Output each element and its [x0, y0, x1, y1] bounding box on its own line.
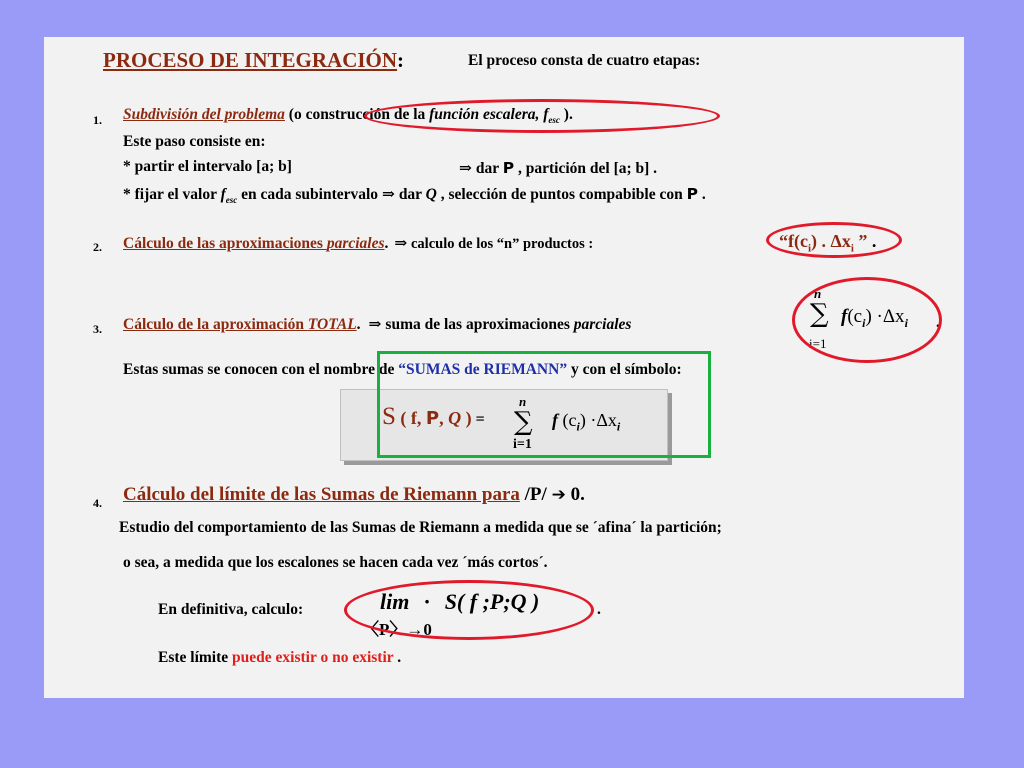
step1-line3-right: ⇒ dar P , partición del [a; b] . [459, 159, 658, 177]
definition-label: En definitiva, calculo: [158, 601, 304, 618]
step1-link[interactable]: Subdivisión del problema [123, 106, 285, 123]
implies-arrow-icon: ⇒ [368, 316, 382, 333]
step3-sum-top: n [814, 286, 822, 301]
step4-line: Cálculo del límite de las Sumas de Riemann para /P/ ➔ 0. [123, 484, 585, 505]
step2-line: Cálculo de las aproximaciones parciales. ⇒ calculo de los “n” productos : [123, 235, 594, 252]
step4-number: 4. [93, 496, 102, 510]
step2-number: 2. [93, 240, 102, 254]
limit-expression: lim · S( f ;P;Q ) [380, 589, 540, 614]
title-colon: : [397, 48, 405, 72]
final-line: Este límite puede existir o no existir . [158, 649, 402, 666]
step2-link[interactable]: Cálculo de las aproximaciones [123, 235, 327, 252]
implies-arrow-icon: ⇒ [394, 235, 408, 252]
step3-number: 3. [93, 322, 102, 336]
limit-subscript: 〈P〉→0 [362, 620, 432, 639]
step3-link[interactable]: Cálculo de la aproximación [123, 316, 308, 333]
step4-link[interactable]: Cálculo del límite de las Sumas de Riemann para [123, 484, 520, 505]
title-heading: PROCESO DE INTEGRACIÓN [103, 48, 398, 72]
implies-arrow-icon: ⇒ [381, 186, 395, 203]
step2-formula: “$f(c_i)$ . $\Delta x_i$ ” . [779, 231, 877, 255]
step4-line2: Estudio del comportamiento de las Sumas de Riemann a medida que se ´afina´ la partición; [119, 519, 722, 536]
sigma-icon: ∑ [514, 407, 533, 437]
step1-line1: Subdivisión del problema (o construcción de la función escalera, $f_{esc}$ ). [123, 106, 573, 126]
formula-sum-top: n [519, 394, 527, 409]
riemann-formula-lhs: S ( f, P, Q ) = [382, 403, 485, 430]
step3-sum-bottom: i=1 [809, 336, 827, 351]
step3-sum-body: $f(c_i) \cdot\Delta x_i$ [841, 306, 908, 330]
page-title [103, 48, 404, 73]
step3-line: Cálculo de la aproximación TOTAL. ⇒ suma de las aproximaciones parciales [123, 316, 632, 333]
sigma-icon: ∑ [810, 299, 829, 329]
implies-arrow-icon: ⇒ [459, 160, 472, 177]
step1-number: 1. [93, 113, 102, 127]
title-subtitle: El proceso consta de cuatro etapas: [468, 52, 701, 69]
arrow-right-icon: ➔ [551, 485, 566, 505]
formula-sum-bottom: i=1 [513, 437, 532, 452]
step1-line4: * fijar el valor $f_{esc}$ en cada subintervalo ⇒ dar Q , selección de puntos compabible con P . [123, 185, 706, 206]
formula-body: f $(c_i) \cdot\Delta x_i$ [552, 410, 621, 434]
slide: PROCESO DE INTEGRACIÓN: El proceso consta de cuatro etapas: 1. Subdivisión del problema (o construcción de la función escalera, $f_{esc}$ ). Este paso consiste en: * partir el intervalo [a; b] ⇒ dar P , partición del [a; b] . * fijar el valor $f_{esc}$ en cada subintervalo ⇒ dar Q , selección de puntos compabible con P . 2. Cálculo de las aproximaciones parciales. ⇒ calculo de los “n” productos : “$f(c_i)$ . $\Delta x_i$ ” . 3. Cálculo de la aproximación TOTAL. ⇒ suma de las aproximaciones parciales n ∑ i=1 $f(c_i) \cdot\Delta x_i$ . Estas sumas se conocen con el nombre de “SUMAS de RIEMANN” y con el símbolo: S ( f, P, Q ) = n ∑ i=1 f $(c_i) \cdot\Delta x_i$ 4. Cálculo del límite de las Sumas de Riemann para /P/ ➔ 0. Estudio del comportamiento de las Sumas de Riemann a medida que se ´afina´ la partición; o sea, a medida que los escalones se hacen cada vez ´más cortos´. En definitiva, calculo: lim · S( f ;P;Q ) 〈P〉→0 . Este límite puede existir o no existir . [44, 37, 964, 698]
step4-line3: o sea, a medida que los escalones se hacen cada vez ´más cortos´. [123, 554, 548, 571]
riemann-line: Estas sumas se conocen con el nombre de “SUMAS de RIEMANN” y con el símbolo: [123, 361, 682, 378]
step1-line3: * partir el intervalo [a; b] [123, 158, 292, 175]
step1-line2: Este paso consiste en: [123, 133, 266, 150]
